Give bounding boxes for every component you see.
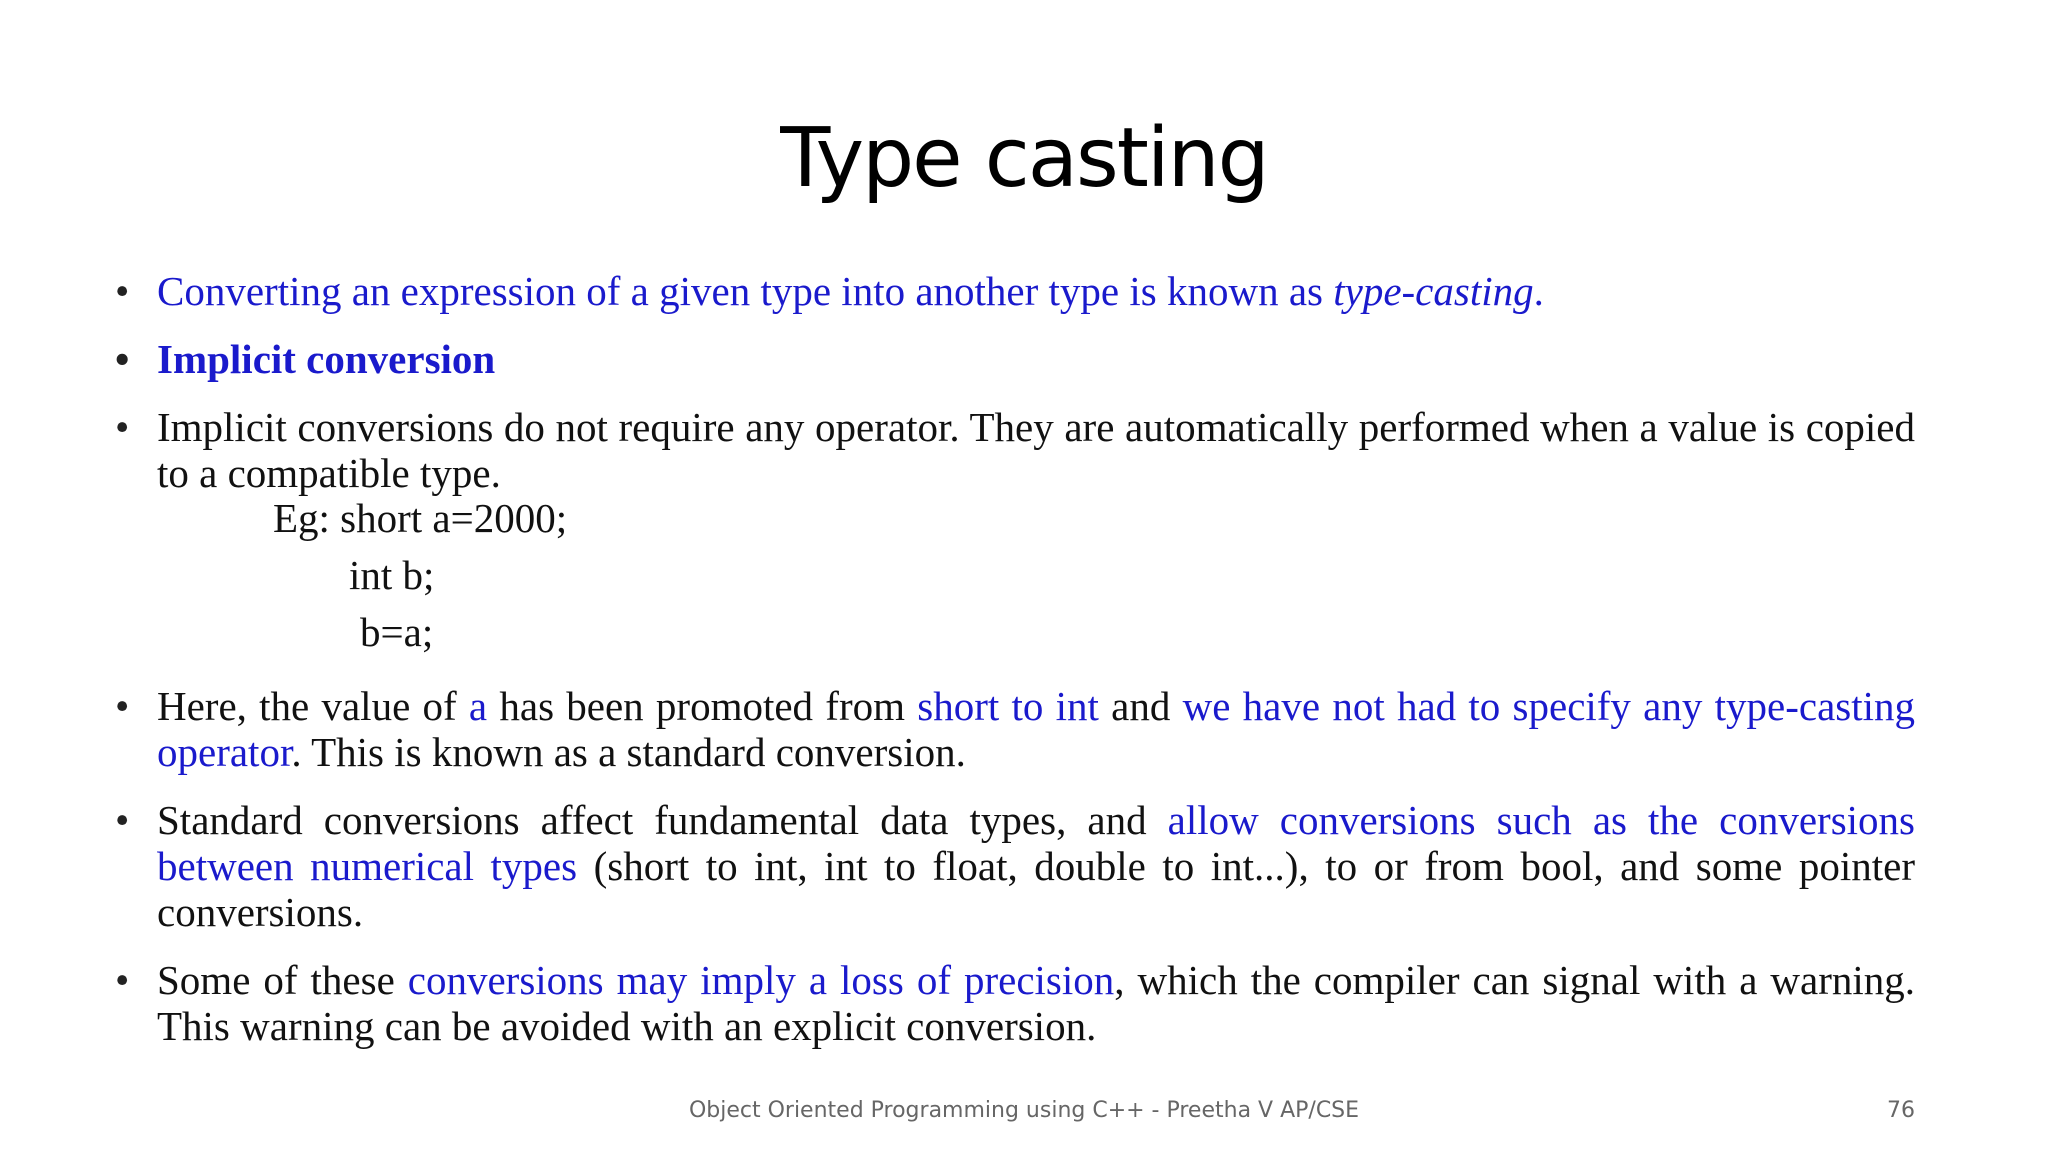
bullet-text: Here, the value of bbox=[157, 683, 469, 729]
highlight-text: allow conversions such as the conversions between numerical types bbox=[157, 797, 1916, 889]
slide-title: Type casting bbox=[780, 111, 1268, 206]
bullet-text: Implicit conversions do not require any operator. They are automatically performed when a value is copied to a compatible type. bbox=[157, 404, 1915, 496]
bullet-implicit bbox=[115, 404, 1915, 496]
bullet-precision bbox=[115, 957, 1915, 1049]
bullet-promotion bbox=[115, 683, 1915, 775]
code-line: b=a; bbox=[360, 609, 434, 655]
code-line: int b; bbox=[349, 552, 435, 598]
bullet-definition bbox=[115, 268, 1915, 314]
slide-body bbox=[115, 268, 1915, 1071]
slide-footer: Object Oriented Programming using C++ - Preetha V AP/CSE bbox=[688, 1098, 1360, 1123]
highlight-text: short to int bbox=[917, 683, 1099, 729]
bullet-text: . This is known as a standard conversion. bbox=[291, 729, 966, 775]
heading-text: Implicit conversion bbox=[157, 336, 496, 382]
page-number: 76 bbox=[1887, 1098, 1915, 1123]
bullet-text: Standard conversions affect fundamental data types, and bbox=[157, 797, 1168, 843]
bullet-text: has been promoted from bbox=[487, 683, 918, 729]
highlight-text: a bbox=[468, 683, 488, 729]
bullet-text: (short to int, int to float, double to int...), to or from bool, and some pointer conversions. bbox=[157, 843, 1915, 935]
code-example bbox=[115, 490, 1915, 661]
highlight-text: we have not had to specify any type-casting operator bbox=[157, 683, 1915, 775]
bullet-text: and bbox=[1098, 683, 1183, 729]
highlight-text: conversions may imply a loss of precision bbox=[407, 957, 1115, 1003]
bullet-text: . bbox=[1533, 268, 1544, 314]
bullet-text: , which the compiler can signal with a warning. This warning can be avoided with an explicit conversion. bbox=[157, 957, 1915, 1049]
bullet-text: Converting an expression of a given type into another type is known as bbox=[157, 268, 1334, 314]
code-line: Eg: short a=2000; bbox=[273, 495, 568, 541]
bullet-text: Some of these bbox=[157, 957, 408, 1003]
bullet-heading bbox=[115, 336, 1915, 382]
bullet-standard bbox=[115, 797, 1915, 935]
emphasis-text: type-casting bbox=[1333, 268, 1534, 314]
